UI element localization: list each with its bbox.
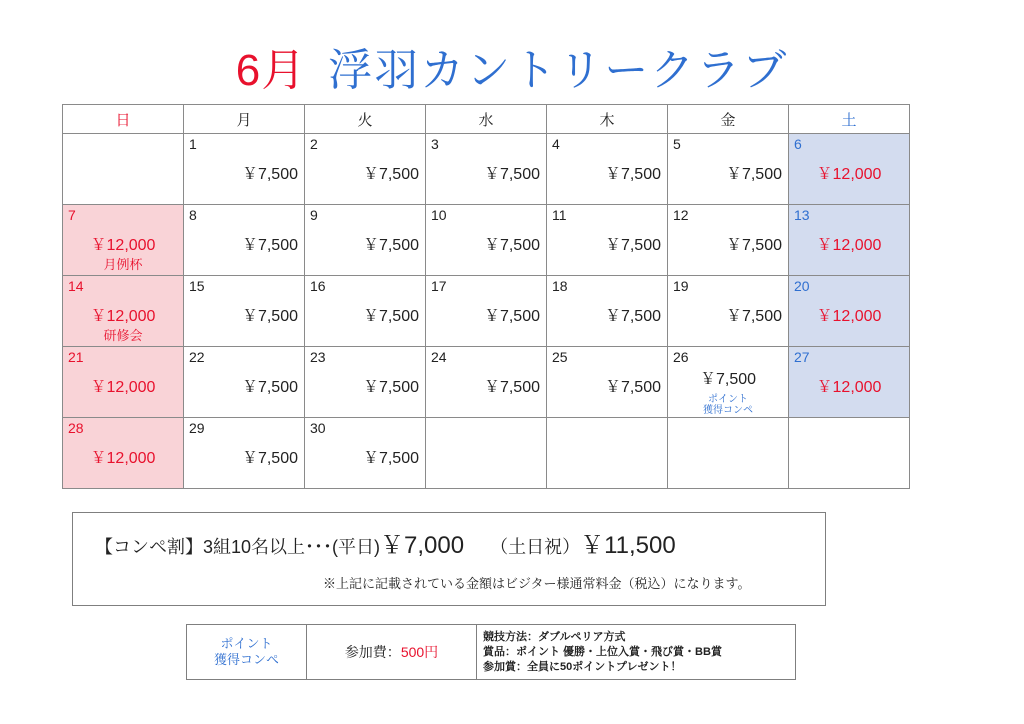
compe-holiday-price: ￥11,500: [580, 532, 676, 559]
calendar-cell[interactable]: [547, 347, 668, 418]
calendar-cell-sunday[interactable]: [63, 418, 184, 489]
point-compe-fee: [307, 625, 477, 679]
calendar-cell[interactable]: [426, 205, 547, 276]
day-number: 12: [673, 207, 689, 223]
day-number: 23: [310, 349, 326, 365]
calendar-cell[interactable]: [426, 347, 547, 418]
calendar-cell[interactable]: [184, 418, 305, 489]
day-compe-note: ポイント 獲得コンペ: [703, 394, 753, 416]
calendar-cell-empty: [63, 134, 184, 205]
day-price: ￥7,500: [725, 166, 782, 183]
day-price: ￥12,000: [90, 379, 156, 396]
calendar-cell[interactable]: [184, 347, 305, 418]
weekday-header-tue: 火: [305, 105, 426, 134]
day-price: ￥7,500: [483, 166, 540, 183]
day-number: 2: [310, 136, 318, 152]
day-price: ￥7,500: [725, 237, 782, 254]
day-price: ￥7,500: [241, 237, 298, 254]
calendar-cell[interactable]: [305, 276, 426, 347]
compe-discount-box: [72, 512, 826, 606]
day-number: 3: [431, 136, 439, 152]
calendar-cell[interactable]: [547, 276, 668, 347]
day-number: 16: [310, 278, 326, 294]
point-compe-title: [187, 625, 307, 679]
point-compe-title-line1: ポイント: [220, 636, 273, 651]
point-compe-details: [477, 625, 795, 679]
day-price: ￥7,500: [241, 308, 298, 325]
calendar-week-row: [63, 276, 910, 347]
weekday-header-fri: 金: [668, 105, 789, 134]
calendar-cell-sunday[interactable]: [63, 276, 184, 347]
day-event-note: 月例杯: [103, 257, 143, 272]
day-number: 28: [68, 420, 84, 436]
calendar-cell-empty: [789, 418, 910, 489]
calendar-cell[interactable]: [426, 134, 547, 205]
point-compe-detail-1: 競技方法：ダブルペリア方式: [483, 631, 626, 643]
calendar-week-row: [63, 347, 910, 418]
title-club-name: 浮羽カントリークラブ: [328, 46, 789, 95]
calendar-cell[interactable]: [547, 134, 668, 205]
calendar-cell-saturday[interactable]: [789, 134, 910, 205]
day-number: 15: [189, 278, 205, 294]
day-number: 1: [189, 136, 197, 152]
day-number: 26: [673, 349, 689, 365]
day-number: 30: [310, 420, 326, 436]
calendar-cell-saturday[interactable]: [789, 276, 910, 347]
day-price: ￥12,000: [816, 379, 882, 396]
day-price: ￥7,500: [604, 379, 661, 396]
day-price: ￥7,500: [725, 308, 782, 325]
day-price: ￥7,500: [241, 166, 298, 183]
day-number: 21: [68, 349, 84, 365]
weekday-header-thu: 木: [547, 105, 668, 134]
day-number: 29: [189, 420, 205, 436]
day-price: ￥7,500: [362, 450, 419, 467]
day-number: 14: [68, 278, 84, 294]
point-compe-detail-2: 賞品：ポイント 優勝・上位入賞・飛び賞・BB賞: [483, 646, 722, 658]
day-number: 13: [794, 207, 810, 223]
day-number: 10: [431, 207, 447, 223]
compe-discount-label: 【コンペ割】: [95, 537, 203, 557]
day-number: 24: [431, 349, 447, 365]
calendar-header-row: [63, 105, 910, 134]
calendar-cell-empty: [668, 418, 789, 489]
day-number: 7: [68, 207, 76, 223]
calendar-cell[interactable]: [426, 276, 547, 347]
calendar-cell[interactable]: [184, 276, 305, 347]
day-price: ￥7,500: [483, 237, 540, 254]
day-price: ￥12,000: [816, 166, 882, 183]
calendar-cell[interactable]: [668, 276, 789, 347]
day-number: 20: [794, 278, 810, 294]
day-price: ￥7,500: [604, 237, 661, 254]
weekday-header-sun: 日: [63, 105, 184, 134]
day-number: 19: [673, 278, 689, 294]
day-event-note: 研修会: [103, 328, 143, 343]
day-price: ￥12,000: [90, 450, 156, 467]
day-price: ￥7,500: [483, 308, 540, 325]
calendar-cell-empty: [426, 418, 547, 489]
day-number: 25: [552, 349, 568, 365]
day-number: 22: [189, 349, 205, 365]
day-price: ￥12,000: [90, 237, 156, 254]
day-price: ￥7,500: [604, 308, 661, 325]
calendar-week-row: [63, 205, 910, 276]
day-number: 5: [673, 136, 681, 152]
calendar-cell-saturday[interactable]: [789, 347, 910, 418]
day-number: 9: [310, 207, 318, 223]
day-price: ￥12,000: [816, 308, 882, 325]
calendar-table: [62, 104, 910, 489]
day-price: ￥7,500: [362, 237, 419, 254]
calendar-cell[interactable]: [547, 205, 668, 276]
weekday-header-sat: 土: [789, 105, 910, 134]
day-price: ￥7,500: [362, 166, 419, 183]
title-month: 6月: [235, 46, 307, 95]
calendar-cell[interactable]: [305, 205, 426, 276]
point-compe-detail-3: 参加賞：全員に50ポイントプレゼント！: [483, 661, 682, 673]
day-number: 4: [552, 136, 560, 152]
day-number: 18: [552, 278, 568, 294]
compe-weekday-price: ￥7,000: [380, 532, 465, 559]
calendar-cell-compe[interactable]: [668, 347, 789, 418]
day-price: ￥7,500: [483, 379, 540, 396]
day-number: 27: [794, 349, 810, 365]
compe-footnote: ※上記に記載されている金額はビジター様通常料金（税込）になります。: [323, 576, 751, 591]
day-price: ￥7,500: [362, 308, 419, 325]
compe-holiday-label: （土日祝）: [490, 537, 581, 557]
calendar-cell[interactable]: [184, 205, 305, 276]
calendar-cell[interactable]: [305, 347, 426, 418]
weekday-header-wed: 水: [426, 105, 547, 134]
calendar-cell[interactable]: [184, 134, 305, 205]
weekday-header-mon: 月: [184, 105, 305, 134]
day-price: ￥7,500: [241, 450, 298, 467]
day-price: ￥7,500: [362, 379, 419, 396]
calendar-cell-saturday[interactable]: [789, 205, 910, 276]
calendar-cell-empty: [547, 418, 668, 489]
calendar-cell[interactable]: [668, 205, 789, 276]
point-compe-title-line2: 獲得コンペ: [213, 652, 279, 667]
day-price: ￥7,500: [241, 379, 298, 396]
day-number: 17: [431, 278, 447, 294]
compe-discount-line: [95, 525, 676, 560]
calendar-cell[interactable]: [305, 418, 426, 489]
page-title: [0, 34, 1024, 98]
calendar-cell-sunday[interactable]: [63, 205, 184, 276]
day-price: ￥12,000: [90, 308, 156, 325]
point-compe-box: [186, 624, 796, 680]
compe-discount-condition: 3組10名以上･･･(平日): [203, 537, 381, 557]
day-price: ￥7,500: [604, 166, 661, 183]
point-compe-fee-label: 参加費：: [344, 644, 401, 660]
day-price: ￥12,000: [816, 237, 882, 254]
day-number: 11: [552, 207, 567, 223]
calendar-cell-sunday[interactable]: [63, 347, 184, 418]
calendar-week-row: [63, 134, 910, 205]
day-price: ￥7,500: [699, 371, 757, 388]
calendar-week-row: [63, 418, 910, 489]
calendar-cell[interactable]: [668, 134, 789, 205]
day-number: 8: [189, 207, 197, 223]
calendar-cell[interactable]: [305, 134, 426, 205]
point-compe-fee-value: 500円: [400, 644, 439, 660]
day-number: 6: [794, 136, 802, 152]
